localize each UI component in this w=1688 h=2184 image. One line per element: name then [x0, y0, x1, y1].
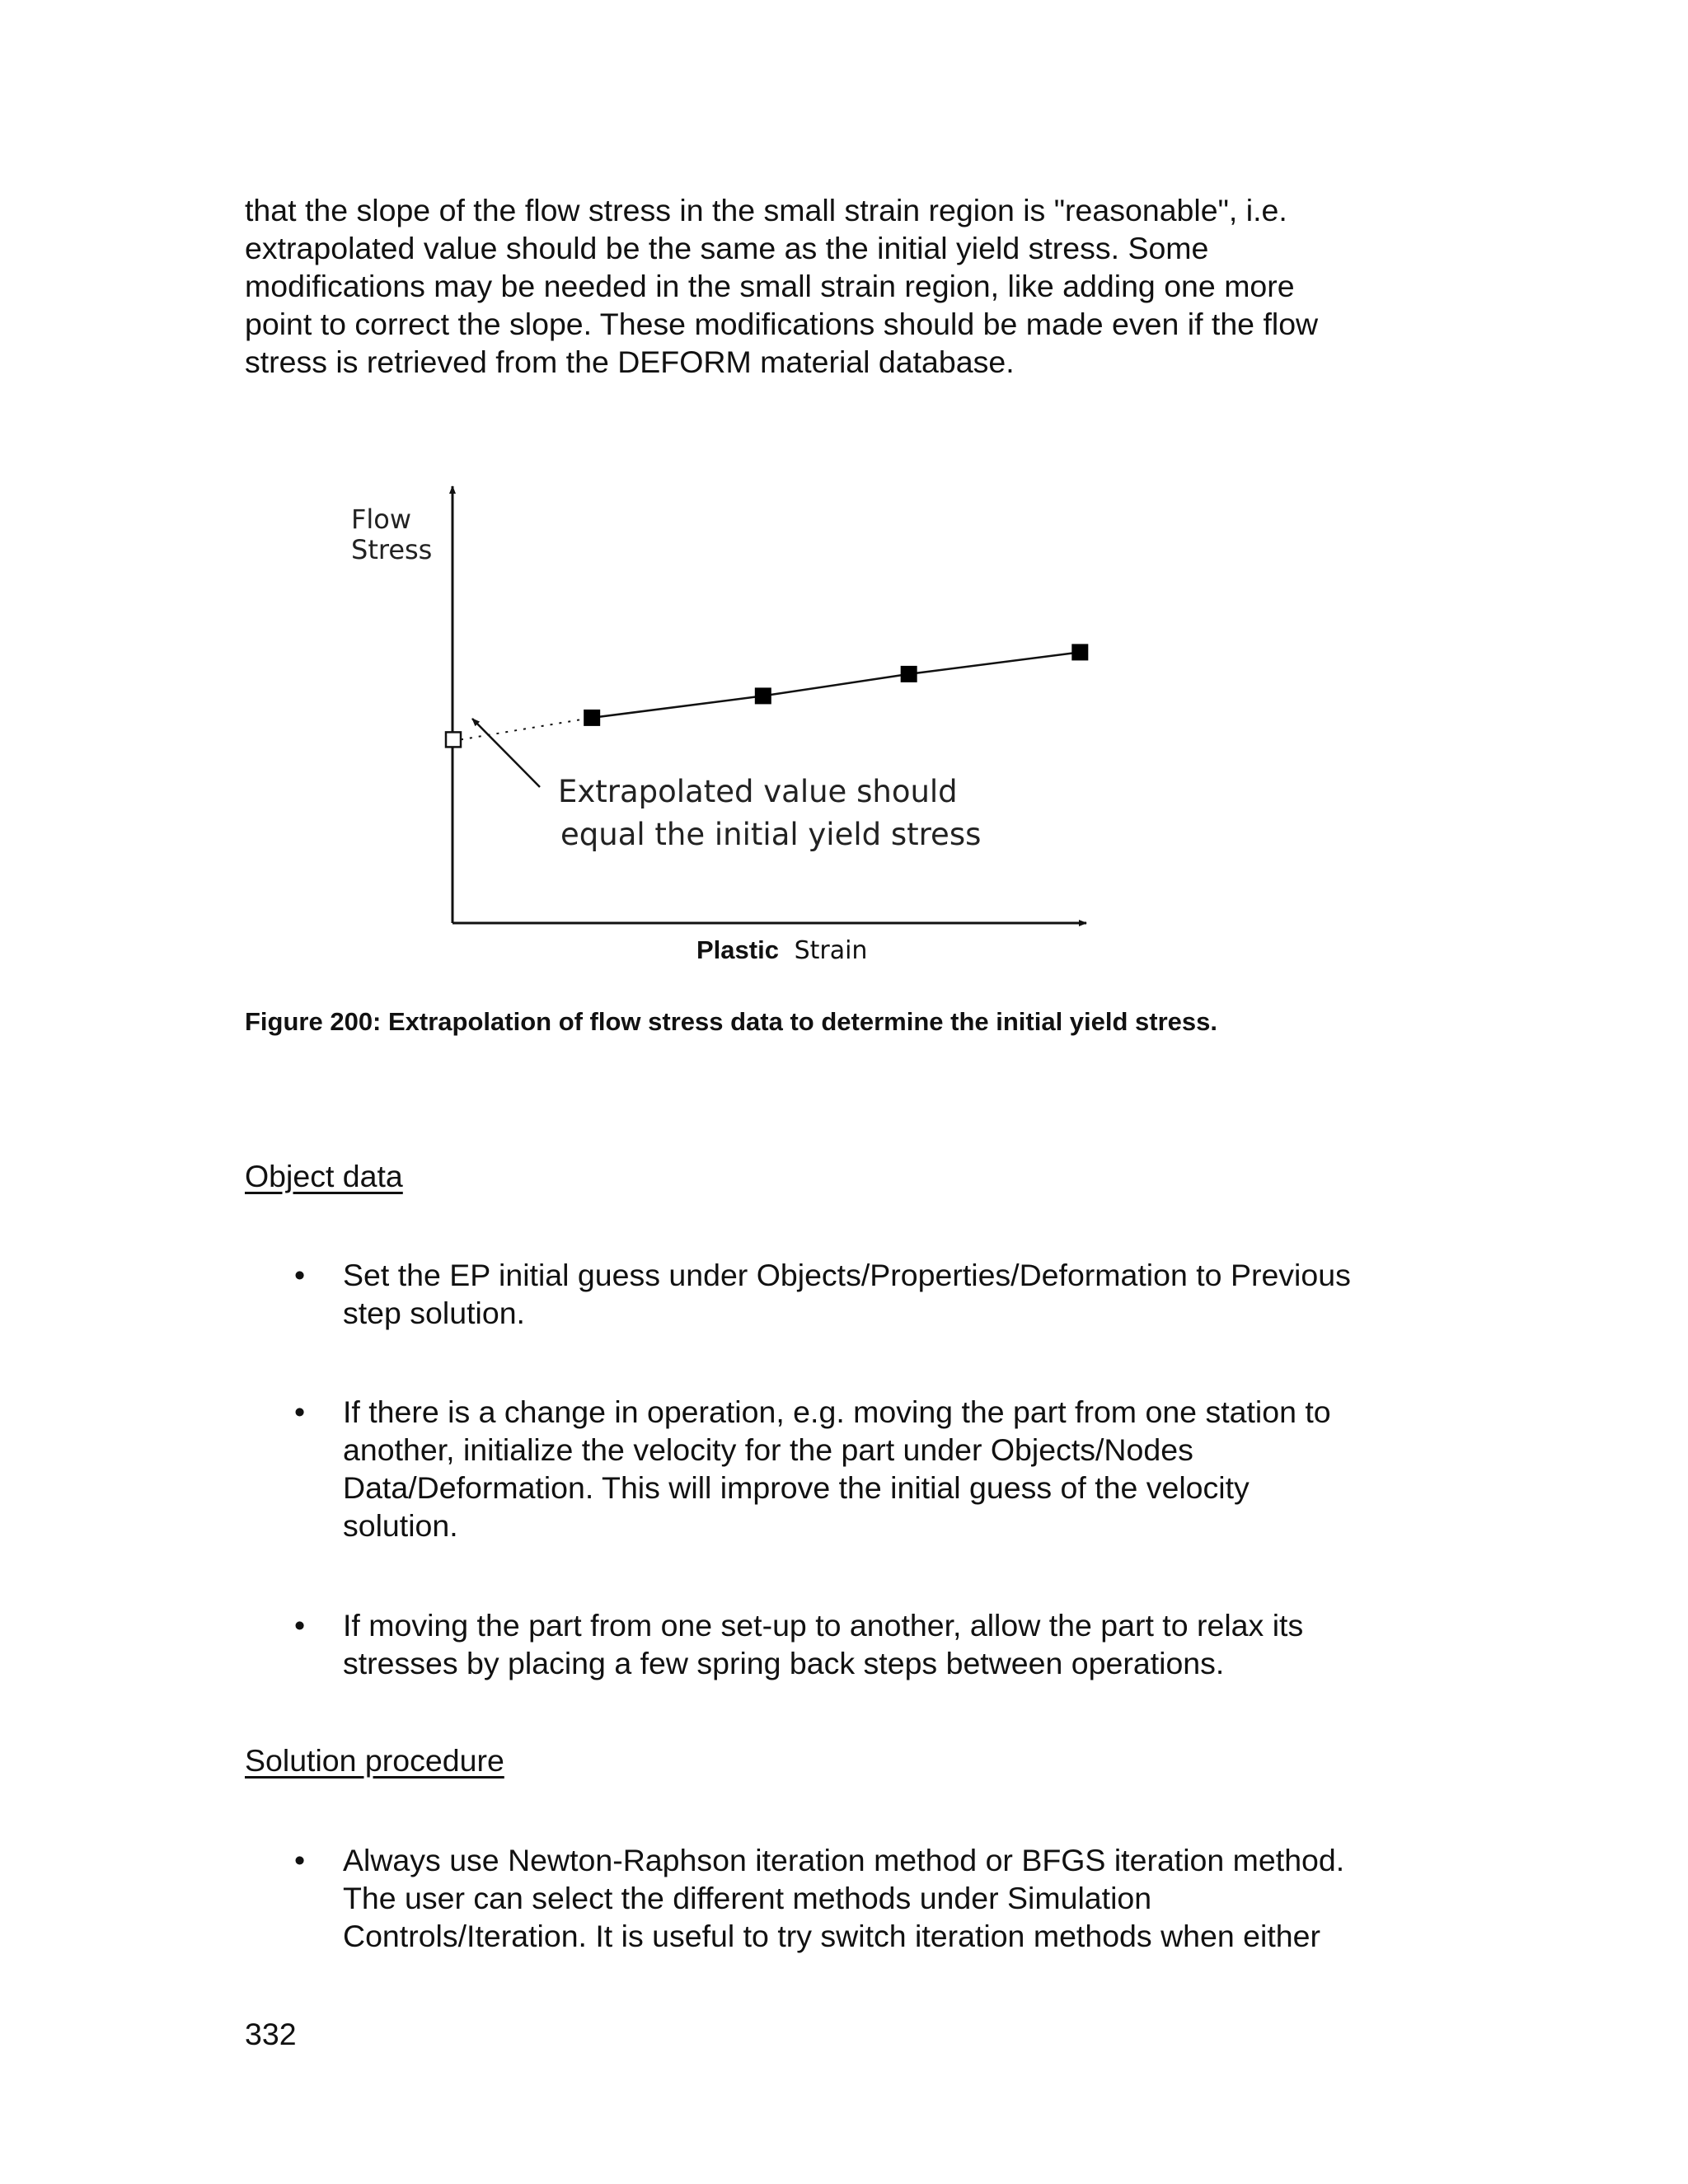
intro-line: stress is retrieved from the DEFORM material database. [245, 344, 1015, 379]
list-item-line: The user can select the different methods under Simulation [343, 1881, 1152, 1915]
annotation-text: Extrapolated value should [558, 774, 958, 809]
data-point [584, 710, 600, 726]
extrapolation-line [461, 718, 592, 740]
y-axis-label: Stress [351, 534, 433, 565]
section-heading-solution-procedure: Solution procedure [245, 1743, 504, 1778]
list-item-line: Data/Deformation. This will improve the initial guess of the velocity [343, 1470, 1250, 1505]
bullet-icon: • [294, 1394, 306, 1429]
list-item-line: If moving the part from one set-up to another, allow the part to relax its [343, 1608, 1304, 1643]
data-point [1071, 644, 1088, 660]
x-axis-label-bold: Plastic [696, 935, 779, 964]
list-item-line: If there is a change in operation, e.g. moving the part from one station to [343, 1394, 1331, 1429]
flow-stress-line [592, 652, 1080, 718]
page-number: 332 [245, 2017, 297, 2051]
list-item-line: Always use Newton-Raphson iteration method or BFGS iteration method. [343, 1843, 1345, 1877]
list-item-line: Controls/Iteration. It is useful to try switch iteration methods when either [343, 1919, 1320, 1953]
bullet-icon: • [294, 1608, 306, 1643]
extrapolated-point [446, 732, 461, 747]
intro-line: point to correct the slope. These modifications should be made even if the flow [245, 307, 1319, 341]
bullet-icon: • [294, 1843, 306, 1877]
list-item-line: solution. [343, 1508, 458, 1543]
flow-stress-chart [0, 0, 1688, 989]
list-item-line: another, initialize the velocity for the part under Objects/Nodes [343, 1432, 1193, 1467]
annotation-text: equal the initial yield stress [560, 817, 982, 852]
bullet-icon: • [294, 1258, 306, 1292]
annotation-pointer [472, 719, 540, 787]
list-item-line: Set the EP initial guess under Objects/Properties/Deformation to Previous [343, 1258, 1351, 1292]
x-axis-label [696, 935, 867, 965]
y-axis-label: Flow [351, 504, 412, 535]
intro-line: extrapolated value should be the same as the initial yield stress. Some [245, 231, 1209, 265]
list-item-line: step solution. [343, 1296, 525, 1330]
figure-caption: Figure 200: Extrapolation of flow stress data to determine the initial yield stress. [245, 1007, 1218, 1036]
section-heading-object-data: Object data [245, 1159, 403, 1193]
intro-line: modifications may be needed in the small strain region, like adding one more [245, 269, 1295, 303]
data-point [755, 687, 771, 704]
intro-line: that the slope of the flow stress in the small strain region is "reasonable", i.e. [245, 193, 1287, 227]
list-item-line: stresses by placing a few spring back steps between operations. [343, 1646, 1225, 1680]
x-axis-label-rest: Strain [794, 936, 868, 965]
data-point [901, 666, 917, 682]
